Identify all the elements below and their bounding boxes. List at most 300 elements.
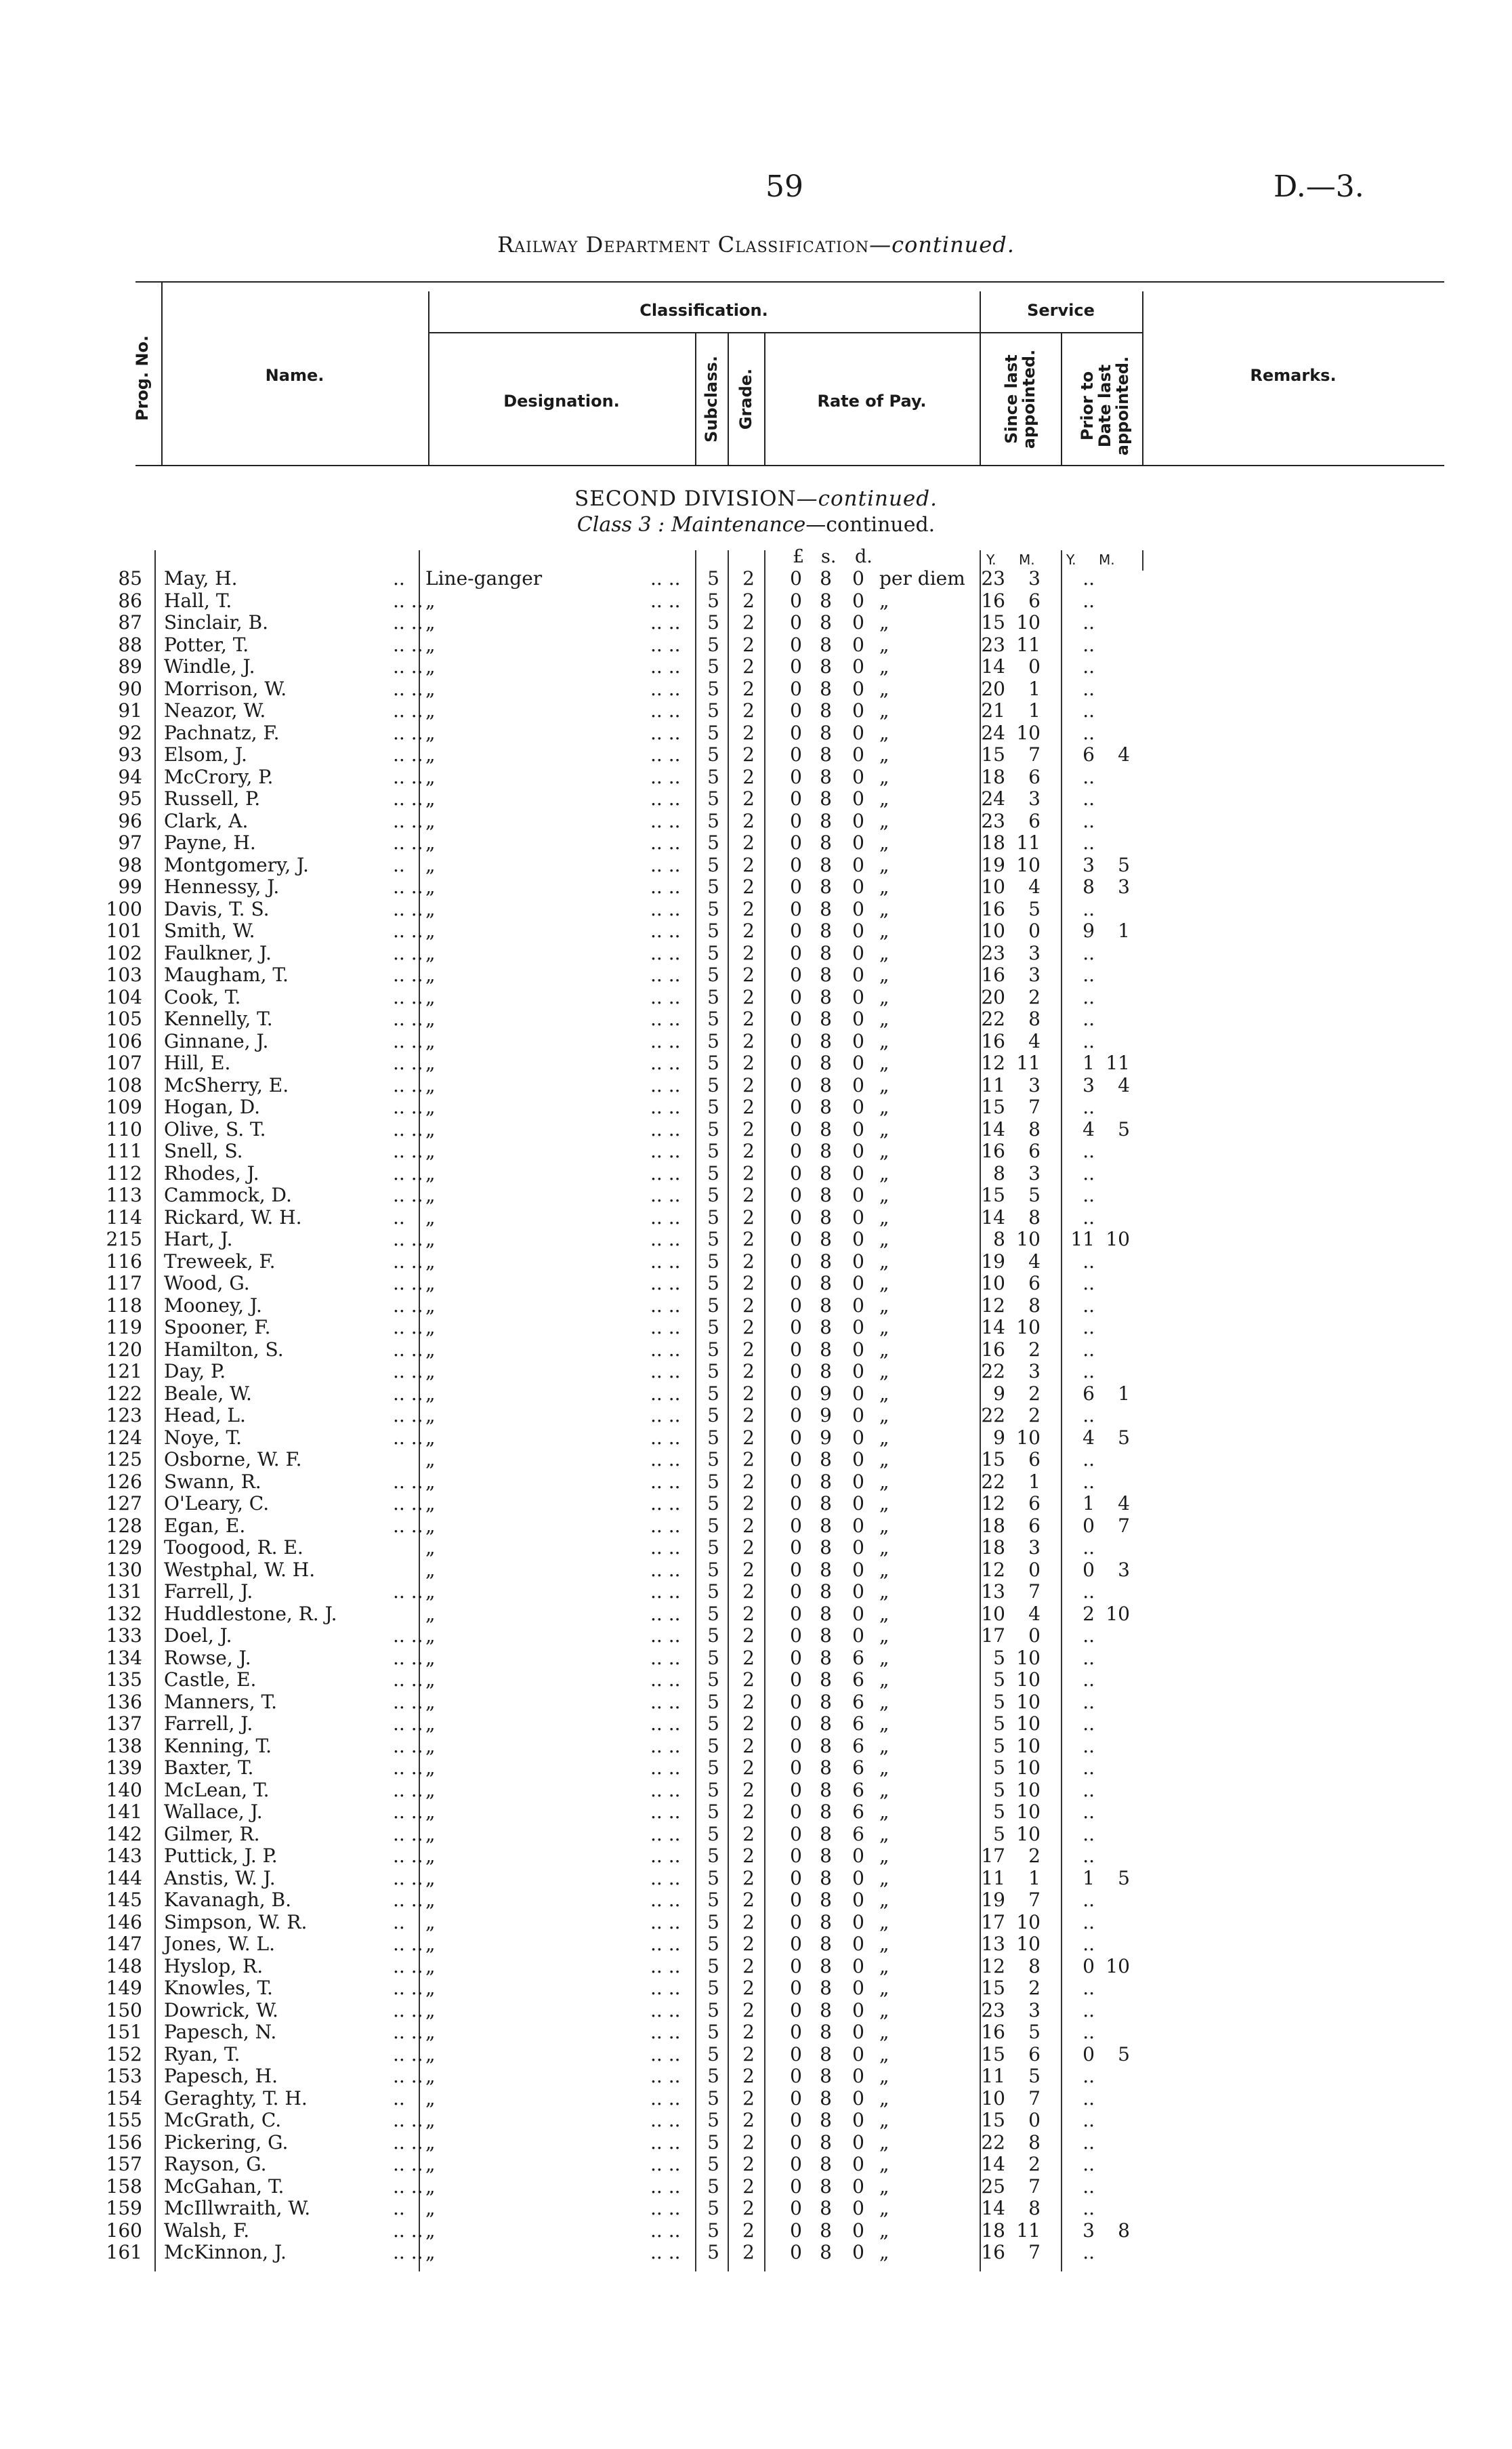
since-months-cell: 3 <box>1028 1536 1041 1559</box>
grade-cell: 2 <box>742 985 755 1008</box>
since-years-cell: 25 <box>981 2175 1005 2198</box>
prior-months-cell: 7 <box>1118 1514 1130 1537</box>
since-years-cell: 15 <box>981 1096 1005 1118</box>
name-leader-dots: .. .. <box>393 876 423 898</box>
name-cell: Maugham, T. <box>164 964 289 986</box>
pay-shillings-cell: 8 <box>820 2241 832 2263</box>
pay-pence-cell: 0 <box>852 1933 864 1955</box>
table-row <box>0 1207 1512 1229</box>
prog-no-cell: 145 <box>106 1889 142 1911</box>
pay-shillings-cell: 8 <box>820 2175 832 2198</box>
prior-years-cell: .. <box>1083 1910 1095 1933</box>
pay-pounds-cell: 0 <box>790 2219 802 2242</box>
pay-shillings-cell: 8 <box>820 1360 832 1382</box>
since-years-cell: 9 <box>993 1426 1005 1449</box>
grade-cell: 2 <box>742 1250 755 1273</box>
name-leader-dots: .. <box>393 853 405 876</box>
staff-list <box>0 568 1512 2264</box>
pay-pence-cell: 0 <box>852 1514 864 1537</box>
pay-pounds-cell: 0 <box>790 1933 802 1955</box>
prior-years-cell: .. <box>1083 2021 1095 2043</box>
pay-period-cell: „ <box>879 2109 889 2131</box>
pay-shillings-cell: 8 <box>820 1514 832 1537</box>
subclass-cell: 5 <box>707 1646 719 1669</box>
designation-leader-dots: .. .. <box>650 2197 681 2219</box>
unit-pence: d. <box>855 546 873 567</box>
grade-cell: 2 <box>742 853 755 876</box>
prior-months-cell: 10 <box>1106 1602 1130 1625</box>
header-divider <box>728 332 729 465</box>
table-row <box>0 964 1512 987</box>
pay-pence-cell: 6 <box>852 1778 864 1801</box>
pay-shillings-cell: 8 <box>820 1161 832 1185</box>
grade-cell: 2 <box>742 1184 755 1206</box>
since-months-cell: 8 <box>1028 1206 1041 1229</box>
subclass-cell: 5 <box>707 1426 719 1449</box>
name-cell: Egan, E. <box>164 1514 246 1537</box>
pay-shillings-cell: 8 <box>820 897 832 920</box>
subclass-cell: 5 <box>707 2065 719 2087</box>
pay-shillings-cell: 8 <box>820 1822 832 1845</box>
since-months-cell: 6 <box>1028 1492 1041 1515</box>
pay-pence-cell: 6 <box>852 1690 864 1713</box>
since-months-cell: 6 <box>1028 2042 1041 2065</box>
grade-cell: 2 <box>742 699 755 722</box>
pay-pence-cell: 0 <box>852 1426 864 1449</box>
pay-pounds-cell: 0 <box>790 1536 802 1559</box>
pay-pence-cell: 0 <box>852 1140 864 1162</box>
since-years-cell: 5 <box>993 1756 1005 1779</box>
since-years-cell: 16 <box>981 589 1005 612</box>
grade-cell: 2 <box>742 1690 755 1713</box>
designation-cell: „ <box>425 2175 436 2198</box>
pay-period-cell: „ <box>879 1073 889 1096</box>
grade-cell: 2 <box>742 1029 755 1052</box>
prior-years-cell: .. <box>1083 699 1095 722</box>
since-years-cell: 9 <box>993 1382 1005 1405</box>
pay-shillings-cell: 8 <box>820 1029 832 1052</box>
name-leader-dots: .. .. <box>393 1624 423 1647</box>
name-cell: Elsom, J. <box>164 743 247 766</box>
table-row <box>0 2021 1512 2044</box>
name-cell: Swann, R. <box>164 1470 261 1493</box>
prog-no-cell: 102 <box>106 941 142 964</box>
grade-cell: 2 <box>742 1668 755 1691</box>
pay-period-cell: „ <box>879 1624 889 1647</box>
designation-leader-dots: .. .. <box>650 920 681 942</box>
subclass-cell: 5 <box>707 1602 719 1625</box>
title-main: Railway Department Classification <box>497 232 870 258</box>
pay-period-cell: „ <box>879 2241 889 2263</box>
prog-no-cell: 123 <box>106 1404 142 1426</box>
name-cell: Castle, E. <box>164 1668 257 1691</box>
pay-period-cell: „ <box>879 920 889 942</box>
since-months-cell: 7 <box>1028 1889 1041 1911</box>
since-years-cell: 16 <box>981 1029 1005 1052</box>
subclass-cell: 5 <box>707 1800 719 1823</box>
subclass-cell: 5 <box>707 721 719 744</box>
prog-no-cell: 144 <box>106 1866 142 1889</box>
name-cell: Dowrick, W. <box>164 1998 278 2021</box>
grade-cell: 2 <box>742 2065 755 2087</box>
name-leader-dots: .. .. <box>393 2065 423 2087</box>
since-years-cell: 22 <box>981 2131 1005 2154</box>
subclass-cell: 5 <box>707 809 719 832</box>
since-years-cell: 14 <box>981 655 1005 678</box>
prior-years-cell: .. <box>1083 2065 1095 2087</box>
pay-shillings-cell: 8 <box>820 831 832 854</box>
pay-period-cell: „ <box>879 1492 889 1515</box>
pay-shillings-cell: 8 <box>820 2086 832 2110</box>
grade-cell: 2 <box>742 1977 755 1999</box>
designation-cell: „ <box>425 787 436 810</box>
table-row <box>0 1405 1512 1427</box>
prog-no-cell: 130 <box>106 1558 142 1581</box>
designation-cell: „ <box>425 1272 436 1294</box>
prog-no-cell: 93 <box>118 743 142 766</box>
table-row <box>0 2220 1512 2242</box>
grade-cell: 2 <box>742 1800 755 1823</box>
pay-pounds-cell: 0 <box>790 876 802 898</box>
designation-leader-dots: .. .. <box>650 941 681 964</box>
designation-leader-dots: .. .. <box>650 611 681 634</box>
table-row <box>0 810 1512 833</box>
grade-cell: 2 <box>742 2175 755 2198</box>
name-cell: Hogan, D. <box>164 1096 261 1118</box>
prior-months-cell: 4 <box>1118 1492 1130 1515</box>
grade-cell: 2 <box>742 2219 755 2242</box>
header-bottom-rule <box>135 465 1444 466</box>
since-months-cell: 10 <box>1016 853 1041 876</box>
grade-cell: 2 <box>742 765 755 788</box>
table-row <box>0 1779 1512 1802</box>
grade-cell: 2 <box>742 743 755 766</box>
since-months-cell: 3 <box>1028 787 1041 810</box>
since-months-cell: 8 <box>1028 1117 1041 1140</box>
table-row <box>0 1449 1512 1471</box>
designation-leader-dots: .. .. <box>650 1910 681 1933</box>
designation-cell: „ <box>425 699 436 722</box>
subclass-cell: 5 <box>707 1140 719 1162</box>
pay-pounds-cell: 0 <box>790 1646 802 1669</box>
prog-no-cell: 134 <box>106 1646 142 1669</box>
designation-leader-dots: .. .. <box>650 1294 681 1317</box>
designation-cell: „ <box>425 743 436 766</box>
prog-no-cell: 136 <box>106 1690 142 1713</box>
designation-cell: „ <box>425 1998 436 2021</box>
pay-pence-cell: 0 <box>852 809 864 832</box>
subclass-cell: 5 <box>707 1514 719 1537</box>
prior-years-cell: .. <box>1083 941 1095 964</box>
subclass-cell: 5 <box>707 743 719 766</box>
since-years-cell: 5 <box>993 1734 1005 1757</box>
prior-months-cell: 3 <box>1118 1558 1130 1581</box>
since-years-cell: 16 <box>981 1338 1005 1361</box>
pay-pounds-cell: 0 <box>790 1272 802 1294</box>
prog-no-cell: 147 <box>106 1933 142 1955</box>
since-months-cell: 2 <box>1028 1977 1041 1999</box>
prior-months-cell: 10 <box>1106 1228 1130 1250</box>
prior-years-cell: .. <box>1083 1294 1095 1317</box>
name-cell: Hyslop, R. <box>164 1954 264 1977</box>
grade-cell: 2 <box>742 1646 755 1669</box>
prior-months-cell: 8 <box>1118 2219 1130 2242</box>
table-row <box>0 1361 1512 1383</box>
subclass-cell: 5 <box>707 1096 719 1118</box>
designation-cell: „ <box>425 1734 436 1757</box>
pay-pence-cell: 0 <box>852 2065 864 2087</box>
pay-pence-cell: 0 <box>852 743 864 766</box>
name-leader-dots: .. .. <box>393 1029 423 1052</box>
table-row <box>0 1933 1512 1956</box>
since-months-cell: 10 <box>1016 611 1041 634</box>
name-cell: Kenning, T. <box>164 1734 272 1757</box>
name-cell: May, H. <box>164 567 238 590</box>
prog-no-cell: 146 <box>106 1910 142 1933</box>
grade-cell: 2 <box>742 633 755 656</box>
since-years-cell: 5 <box>993 1778 1005 1801</box>
table-row <box>0 1868 1512 1890</box>
name-cell: Toogood, R. E. <box>164 1536 303 1559</box>
designation-cell: „ <box>425 1800 436 1823</box>
pay-pounds-cell: 0 <box>790 1910 802 1933</box>
designation-leader-dots: .. .. <box>650 2219 681 2242</box>
pay-period-cell: „ <box>879 2219 889 2242</box>
prog-no-cell: 121 <box>106 1360 142 1382</box>
grade-cell: 2 <box>742 1206 755 1229</box>
pay-period-cell: „ <box>879 1668 889 1691</box>
designation-cell: „ <box>425 1690 436 1713</box>
designation-cell: „ <box>425 1250 436 1273</box>
since-years-cell: 23 <box>981 941 1005 964</box>
designation-cell: „ <box>425 1624 436 1647</box>
name-leader-dots: .. .. <box>393 2131 423 2154</box>
designation-leader-dots: .. .. <box>650 2109 681 2131</box>
name-leader-dots: .. .. <box>393 1272 423 1294</box>
grade-cell: 2 <box>742 1008 755 1030</box>
designation-cell: „ <box>425 985 436 1008</box>
table-row <box>0 1075 1512 1097</box>
designation-cell: „ <box>425 1845 436 1867</box>
designation-leader-dots: .. .. <box>650 853 681 876</box>
grade-cell: 2 <box>742 1404 755 1426</box>
subclass-cell: 5 <box>707 1073 719 1096</box>
pay-period-cell: „ <box>879 589 889 612</box>
title-suffix: —continued. <box>869 232 1015 258</box>
subclass-cell: 5 <box>707 1272 719 1294</box>
designation-leader-dots: .. .. <box>650 1954 681 1977</box>
grade-cell: 2 <box>742 1316 755 1338</box>
grade-cell: 2 <box>742 1536 755 1559</box>
classification-rule <box>428 332 982 333</box>
since-months-cell: 8 <box>1028 2197 1041 2219</box>
pay-period-cell: „ <box>879 1800 889 1823</box>
subclass-cell: 5 <box>707 1338 719 1361</box>
since-months-cell: 7 <box>1028 1580 1041 1603</box>
pay-pounds-cell: 0 <box>790 1977 802 1999</box>
since-months-cell: 10 <box>1016 1690 1041 1713</box>
prior-years-cell: 6 <box>1083 1382 1095 1405</box>
name-leader-dots: .. .. <box>393 1294 423 1317</box>
name-leader-dots: .. .. <box>393 2219 423 2242</box>
table-row <box>0 2110 1512 2132</box>
name-leader-dots: .. .. <box>393 1822 423 1845</box>
pay-period-cell: „ <box>879 1140 889 1162</box>
prog-no-cell: 92 <box>118 721 142 744</box>
subclass-cell: 5 <box>707 1558 719 1581</box>
name-cell: Osborne, W. F. <box>164 1448 302 1470</box>
grade-cell: 2 <box>742 677 755 700</box>
since-years-cell: 18 <box>981 831 1005 854</box>
prior-years-cell: .. <box>1083 1316 1095 1338</box>
pay-pence-cell: 0 <box>852 1008 864 1030</box>
designation-leader-dots: .. .. <box>650 1668 681 1691</box>
name-leader-dots: .. .. <box>393 897 423 920</box>
prior-years-cell: .. <box>1083 787 1095 810</box>
pay-pence-cell: 0 <box>852 2042 864 2065</box>
pay-shillings-cell: 8 <box>820 985 832 1008</box>
pay-period-cell: „ <box>879 1998 889 2021</box>
pay-shillings-cell: 8 <box>820 1910 832 1933</box>
pay-pence-cell: 0 <box>852 1272 864 1294</box>
prior-years-cell: .. <box>1083 1690 1095 1713</box>
name-cell: McCrory, P. <box>164 765 274 788</box>
grade-cell: 2 <box>742 1338 755 1361</box>
prior-years-cell: 9 <box>1083 920 1095 942</box>
name-leader-dots: .. .. <box>393 1184 423 1206</box>
designation-leader-dots: .. .. <box>650 1734 681 1757</box>
name-cell: Pickering, G. <box>164 2131 289 2154</box>
pay-period-cell: „ <box>879 1778 889 1801</box>
table-row <box>0 1251 1512 1273</box>
pay-period-cell: „ <box>879 2021 889 2043</box>
prior-years-cell: .. <box>1083 2086 1095 2110</box>
since-years-cell: 11 <box>981 1073 1005 1096</box>
table-row <box>0 1515 1512 1538</box>
designation-cell: „ <box>425 1977 436 1999</box>
pay-pounds-cell: 0 <box>790 567 802 590</box>
since-years-cell: 11 <box>981 1866 1005 1889</box>
pay-period-cell: „ <box>879 1426 889 1449</box>
grade-cell: 2 <box>742 567 755 590</box>
pay-shillings-cell: 8 <box>820 876 832 898</box>
subclass-cell: 5 <box>707 920 719 942</box>
grade-cell: 2 <box>742 2086 755 2110</box>
prog-no-cell: 91 <box>118 699 142 722</box>
designation-leader-dots: .. .. <box>650 964 681 986</box>
pay-pence-cell: 6 <box>852 1734 864 1757</box>
division-heading <box>0 487 1512 511</box>
name-cell: O'Leary, C. <box>164 1492 270 1515</box>
prior-years-cell: .. <box>1083 1822 1095 1845</box>
pay-pounds-cell: 0 <box>790 1558 802 1581</box>
pay-shillings-cell: 8 <box>820 920 832 942</box>
prior-years-cell: 0 <box>1083 1514 1095 1537</box>
name-cell: Jones, W. L. <box>164 1933 276 1955</box>
subclass-cell: 5 <box>707 1734 719 1757</box>
designation-leader-dots: .. .. <box>650 1184 681 1206</box>
name-cell: Gilmer, R. <box>164 1822 260 1845</box>
unit-shillings: s. <box>821 546 837 567</box>
prog-no-cell: 125 <box>106 1448 142 1470</box>
pay-pounds-cell: 0 <box>790 1822 802 1845</box>
designation-cell: „ <box>425 1206 436 1229</box>
name-leader-dots: .. .. <box>393 1117 423 1140</box>
unit-months-since: M. <box>1019 552 1035 568</box>
designation-cell: „ <box>425 721 436 744</box>
pay-pence-cell: 0 <box>852 721 864 744</box>
pay-pounds-cell: 0 <box>790 1954 802 1977</box>
designation-cell: „ <box>425 1910 436 1933</box>
pay-period-cell: „ <box>879 1845 889 1867</box>
name-cell: Head, L. <box>164 1404 246 1426</box>
pay-shillings-cell: 8 <box>820 699 832 722</box>
since-years-cell: 24 <box>981 787 1005 810</box>
pay-period-cell: „ <box>879 1448 889 1470</box>
name-leader-dots: .. .. <box>393 1426 423 1449</box>
pay-shillings-cell: 8 <box>820 1998 832 2021</box>
name-leader-dots: .. .. <box>393 1933 423 1955</box>
table-row <box>0 1471 1512 1494</box>
table-row <box>0 1383 1512 1405</box>
name-cell: Olive, S. T. <box>164 1117 266 1140</box>
subclass-cell: 5 <box>707 1294 719 1317</box>
pay-pence-cell: 0 <box>852 831 864 854</box>
table-row <box>0 1317 1512 1339</box>
subclass-cell: 5 <box>707 1977 719 1999</box>
name-cell: Puttick, J. P. <box>164 1845 278 1867</box>
since-years-cell: 15 <box>981 2042 1005 2065</box>
subclass-cell: 5 <box>707 1184 719 1206</box>
pay-pounds-cell: 0 <box>790 1602 802 1625</box>
since-years-cell: 12 <box>981 1558 1005 1581</box>
pay-pounds-cell: 0 <box>790 809 802 832</box>
prog-no-cell: 131 <box>106 1580 142 1603</box>
prior-years-cell: .. <box>1083 1008 1095 1030</box>
pay-pence-cell: 0 <box>852 2241 864 2263</box>
grade-cell: 2 <box>742 1073 755 1096</box>
since-months-cell: 1 <box>1028 1470 1041 1493</box>
pay-pounds-cell: 0 <box>790 765 802 788</box>
name-leader-dots: .. .. <box>393 1008 423 1030</box>
since-months-cell: 8 <box>1028 1008 1041 1030</box>
table-row <box>0 1713 1512 1735</box>
subclass-cell: 5 <box>707 1778 719 1801</box>
pay-shillings-cell: 8 <box>820 1184 832 1206</box>
since-years-cell: 15 <box>981 743 1005 766</box>
pay-period-cell: „ <box>879 1294 889 1317</box>
subclass-cell: 5 <box>707 1052 719 1074</box>
since-months-cell: 6 <box>1028 1514 1041 1537</box>
since-months-cell: 2 <box>1028 985 1041 1008</box>
pay-shillings-cell: 8 <box>820 1800 832 1823</box>
header-since-last: Since last appointed. <box>1002 349 1038 449</box>
grade-cell: 2 <box>742 611 755 634</box>
prog-no-cell: 129 <box>106 1536 142 1559</box>
name-leader-dots: .. .. <box>393 1338 423 1361</box>
grade-cell: 2 <box>742 1866 755 1889</box>
since-years-cell: 23 <box>981 567 1005 590</box>
prog-no-cell: 122 <box>106 1382 142 1405</box>
since-months-cell: 10 <box>1016 1712 1041 1735</box>
name-cell: Cammock, D. <box>164 1184 292 1206</box>
pay-pounds-cell: 0 <box>790 2065 802 2087</box>
name-leader-dots: .. .. <box>393 1977 423 1999</box>
pay-period-cell: „ <box>879 1029 889 1052</box>
name-leader-dots: .. .. <box>393 611 423 634</box>
since-years-cell: 14 <box>981 1117 1005 1140</box>
designation-leader-dots: .. .. <box>650 2241 681 2263</box>
